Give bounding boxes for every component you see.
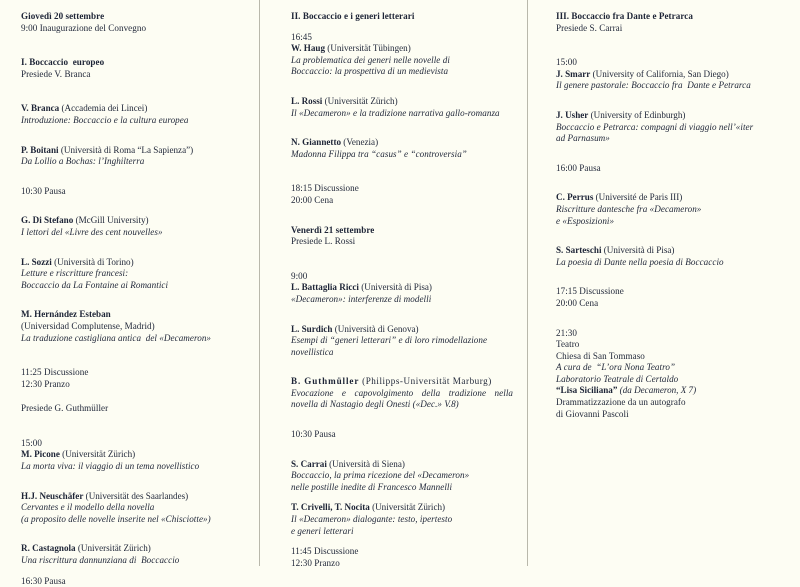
talk-title: Introduzione: Boccaccio e la cultura europea [21, 114, 189, 125]
speaker-affiliation: (Universidad Complutense, Madrid) [21, 320, 155, 331]
speaker-affiliation: (University of California, San Diego) [590, 68, 729, 79]
talk-title-line: Evocazione e capovolgimento della tradizione nella [291, 387, 513, 398]
speaker-name: J. Smarr [556, 68, 591, 79]
talk-title: La traduzione castigliana antica del «Decameron» [21, 332, 212, 343]
speaker-affiliation: (Universität Zürich) [59, 449, 136, 460]
speaker-name: C. Perrus [556, 192, 594, 203]
talk-title-line: Il «Decameron» dialogante: testo, ipertesto [291, 514, 453, 525]
speaker-line [291, 43, 513, 55]
speaker-line [21, 309, 245, 321]
talk-di-stefano [21, 215, 245, 238]
discussion-1815 [291, 183, 513, 206]
lunch-line: 12:30 Pranzo [21, 378, 70, 389]
talk-title: Una riscrittura dannunziana di Boccaccio [21, 555, 180, 566]
session-title: I. Boccaccio europeo [21, 57, 105, 68]
speaker-line [21, 543, 245, 555]
event-company: A cura de “L’ora Nona Teatro” [556, 362, 676, 373]
talk-rossi [291, 96, 513, 119]
talk-title-line: (a proposito delle novelle inserite nel «Chisciotte») [21, 513, 211, 524]
talk-haug [291, 32, 513, 78]
dinner-line: 20:00 Cena [291, 194, 334, 205]
discussion-line: 11:45 Discussione [291, 546, 359, 557]
talk-time: 9:00 [291, 270, 308, 281]
break-line: 16:30 Pausa [21, 575, 66, 586]
talk-title-line: nelle postille inedite di Francesco Mannelli [291, 481, 453, 492]
speaker-line [291, 96, 513, 108]
speaker-line [556, 245, 784, 257]
speaker-line [556, 69, 784, 81]
session-chair: Presiede G. Guthmüller [21, 403, 109, 414]
speaker-name: V. Branca [21, 103, 60, 114]
programme-column-1 [0, 0, 259, 586]
talk-smarr [556, 57, 784, 92]
speaker-affiliation: (Università di Siena) [326, 458, 405, 469]
speaker-name: H.J. Neuschäfer [21, 490, 84, 501]
speaker-affiliation: (Venezia) [341, 137, 379, 148]
speaker-name: R. Castagnola [21, 543, 76, 554]
break-line: 16:00 Pausa [556, 162, 601, 173]
talk-time: 16:45 [291, 31, 312, 42]
discussion-line: 18:15 Discussione [291, 183, 359, 194]
talk-title-line: Boccaccio da La Fontaine ai Romantici [21, 279, 169, 290]
talk-title: «Decameron»: interferenze di modelli [291, 293, 432, 304]
discussion-line: 17:15 Discussione [556, 286, 624, 297]
speaker-name: L. Battaglia Ricci [291, 282, 359, 293]
event-note-line: di Giovanni Pascoli [556, 408, 629, 419]
session-chair: Presiede V. Branca [21, 68, 91, 79]
talk-title-line: novella di Nastagio degli Onesti («Dec.» V.8) [291, 399, 459, 410]
session-chair: Presiede L. Rossi [291, 236, 356, 247]
speaker-line [21, 257, 245, 269]
talk-crivelli-nocita [291, 502, 513, 537]
session-heading-3 [556, 11, 784, 34]
talk-title-line: Esempi di “generi letterari” e di loro rimodellazione [291, 335, 488, 346]
speaker-name: L. Sozzi [21, 256, 52, 267]
day-heading-friday [291, 225, 513, 248]
speaker-line [291, 324, 513, 336]
talk-giannetto [291, 137, 513, 160]
event-piece-line [556, 385, 784, 397]
talk-title-line: La problematica dei generi nelle novelle di [291, 54, 450, 65]
event-piece-title: “Lisa Siciliana” [556, 385, 618, 396]
speaker-name: L. Rossi [291, 95, 323, 106]
speaker-line [21, 145, 245, 157]
speaker-line [291, 137, 513, 149]
event-note-line: Drammatizzazione da un autografo [556, 397, 686, 408]
session-title: III. Boccaccio fra Dante e Petrarca [556, 11, 693, 21]
talk-branca [21, 103, 245, 126]
talk-title-line: novellistica [291, 346, 334, 357]
discussion-1125 [21, 367, 245, 390]
speaker-affiliation: (McGill University) [73, 215, 149, 226]
session-heading-1 [21, 57, 245, 80]
session-chair: Presiede S. Carrai [556, 22, 623, 33]
event-piece-source: (da Decameron, X 7) [617, 385, 697, 396]
talk-guthmuller [291, 376, 513, 411]
dinner-line: 20:00 Cena [556, 297, 599, 308]
discussion-line: 11:25 Discussione [21, 367, 89, 378]
event-company-sub: Laboratorio Teatrale di Certaldo [556, 373, 679, 384]
event-venue: Chiesa di San Tommaso [556, 350, 645, 361]
talk-surdich [291, 324, 513, 359]
day-heading-thursday [21, 11, 245, 34]
talk-boitani [21, 145, 245, 168]
speaker-affiliation: (Università di Pisa) [601, 245, 675, 256]
talk-title-line: Letture e riscritture francesi: [21, 268, 129, 279]
speaker-line [556, 110, 784, 122]
speaker-line [291, 282, 513, 294]
speaker-affiliation: (Universität Zürich) [322, 95, 398, 106]
talk-title-line: ad Parnasum» [556, 133, 610, 144]
speaker-line [556, 192, 784, 204]
speaker-line [21, 449, 245, 461]
speaker-name: T. Crivelli, T. Nocita [291, 502, 370, 513]
opening-line: 9:00 Inaugurazione del Convegno [21, 22, 147, 33]
talk-title: La morta viva: il viaggio di un tema novellistico [21, 461, 200, 472]
break-1030 [21, 186, 245, 198]
speaker-line [21, 491, 245, 503]
speaker-affiliation: (Universität Tübingen) [325, 43, 411, 54]
speaker-line [291, 459, 513, 471]
lunch-line: 12:30 Pranzo [291, 557, 340, 568]
talk-battaglia-ricci [291, 271, 513, 306]
speaker-name: N. Giannetto [291, 137, 342, 148]
talk-title-line: Cervantes e il modello della novella [21, 502, 155, 513]
break-1600 [556, 163, 784, 175]
event-type: Teatro [556, 339, 580, 350]
discussion-1715 [556, 286, 784, 309]
speaker-name: S. Sarteschi [556, 245, 602, 256]
speaker-affiliation: (Universität des Saarlandes) [83, 490, 189, 501]
talk-title: La poesia di Dante nella poesia di Boccaccio [556, 256, 724, 267]
speaker-name: S. Carrai [291, 458, 327, 469]
talk-sozzi [21, 257, 245, 292]
speaker-name: P. Boitani [21, 144, 59, 155]
break-1630 [21, 576, 245, 587]
talk-title-line: Boccaccio, la prima ricezione del «Decameron» [291, 470, 470, 481]
talk-time: 15:00 [556, 57, 577, 68]
speaker-name: L. Surdich [291, 323, 333, 334]
speaker-affiliation: (Università di Torino) [51, 256, 134, 267]
session-title: II. Boccaccio e i generi letterari [291, 11, 415, 21]
speaker-affiliation: (Philipps-Universität Marburg) [359, 376, 492, 387]
day-title: Venerdì 21 settembre [291, 224, 375, 235]
chair-guthmuller [21, 403, 245, 415]
speaker-affiliation: (Università di Roma “La Sapienza”) [58, 144, 194, 155]
break-1030-friday [291, 429, 513, 441]
speaker-name: W. Haug [291, 43, 326, 54]
talk-time: 15:00 [21, 437, 42, 448]
speaker-affiliation: (Universität Zürich) [75, 543, 151, 554]
talk-neuschafer [21, 491, 245, 526]
speaker-affiliation: (Università di Genova) [332, 323, 419, 334]
talk-picone [21, 438, 245, 473]
speaker-affiliation: (Accademia dei Lincei) [59, 103, 148, 114]
speaker-line [291, 502, 513, 514]
event-time: 21:30 [556, 327, 577, 338]
speaker-name: B. Guthmüller [291, 376, 360, 387]
talk-title-line: Boccaccio: la prospettiva di un medievista [291, 66, 449, 77]
speaker-name: M. Hernández Esteban [21, 309, 111, 320]
talk-sarteschi [556, 245, 784, 268]
talk-title-line: e generi letterari [291, 525, 354, 536]
speaker-line [21, 215, 245, 227]
talk-hernandez-esteban [21, 309, 245, 344]
day-title: Giovedì 20 settembre [21, 11, 105, 21]
talk-title: Madonna Filippa tra “casus” e “controversia” [291, 148, 467, 159]
talk-carrai [291, 459, 513, 494]
speaker-name: M. Picone [21, 449, 60, 460]
talk-title-line: Riscritture dantesche fra «Decameron» [556, 203, 702, 214]
theatre-event [556, 328, 784, 421]
talk-title: Il «Decameron» e la tradizione narrativa gallo-romanza [291, 107, 500, 118]
talk-title-line: Boccaccio e Petrarca: compagni di viaggio nell’«iter [556, 121, 754, 132]
talk-title: Da Lollio a Bochas: l’Inghilterra [21, 156, 145, 167]
break-line: 10:30 Pausa [291, 429, 336, 440]
talk-title-line: e «Esposizioni» [556, 215, 615, 226]
break-line: 10:30 Pausa [21, 185, 66, 196]
talk-castagnola [21, 543, 245, 566]
programme-column-3 [527, 0, 800, 566]
talk-perrus [556, 192, 784, 227]
speaker-name: J. Usher [556, 109, 589, 120]
speaker-affiliation: (University of Edinburgh) [588, 109, 686, 120]
speaker-name: G. Di Stefano [21, 215, 74, 226]
session-heading-2 [291, 11, 513, 23]
speaker-line [291, 376, 513, 388]
speaker-line [21, 103, 245, 115]
speaker-affiliation: (Università di Pisa) [358, 282, 432, 293]
talk-title: Il genere pastorale: Boccaccio fra Dante e Petrarca [556, 80, 751, 91]
talk-title: I lettori del «Livre des cent nouvelles» [21, 226, 163, 237]
talk-usher [556, 110, 784, 145]
speaker-affiliation: (Université de Paris III) [593, 192, 683, 203]
programme-column-2 [259, 0, 527, 566]
speaker-affiliation: (Universität Zürich) [369, 502, 446, 513]
